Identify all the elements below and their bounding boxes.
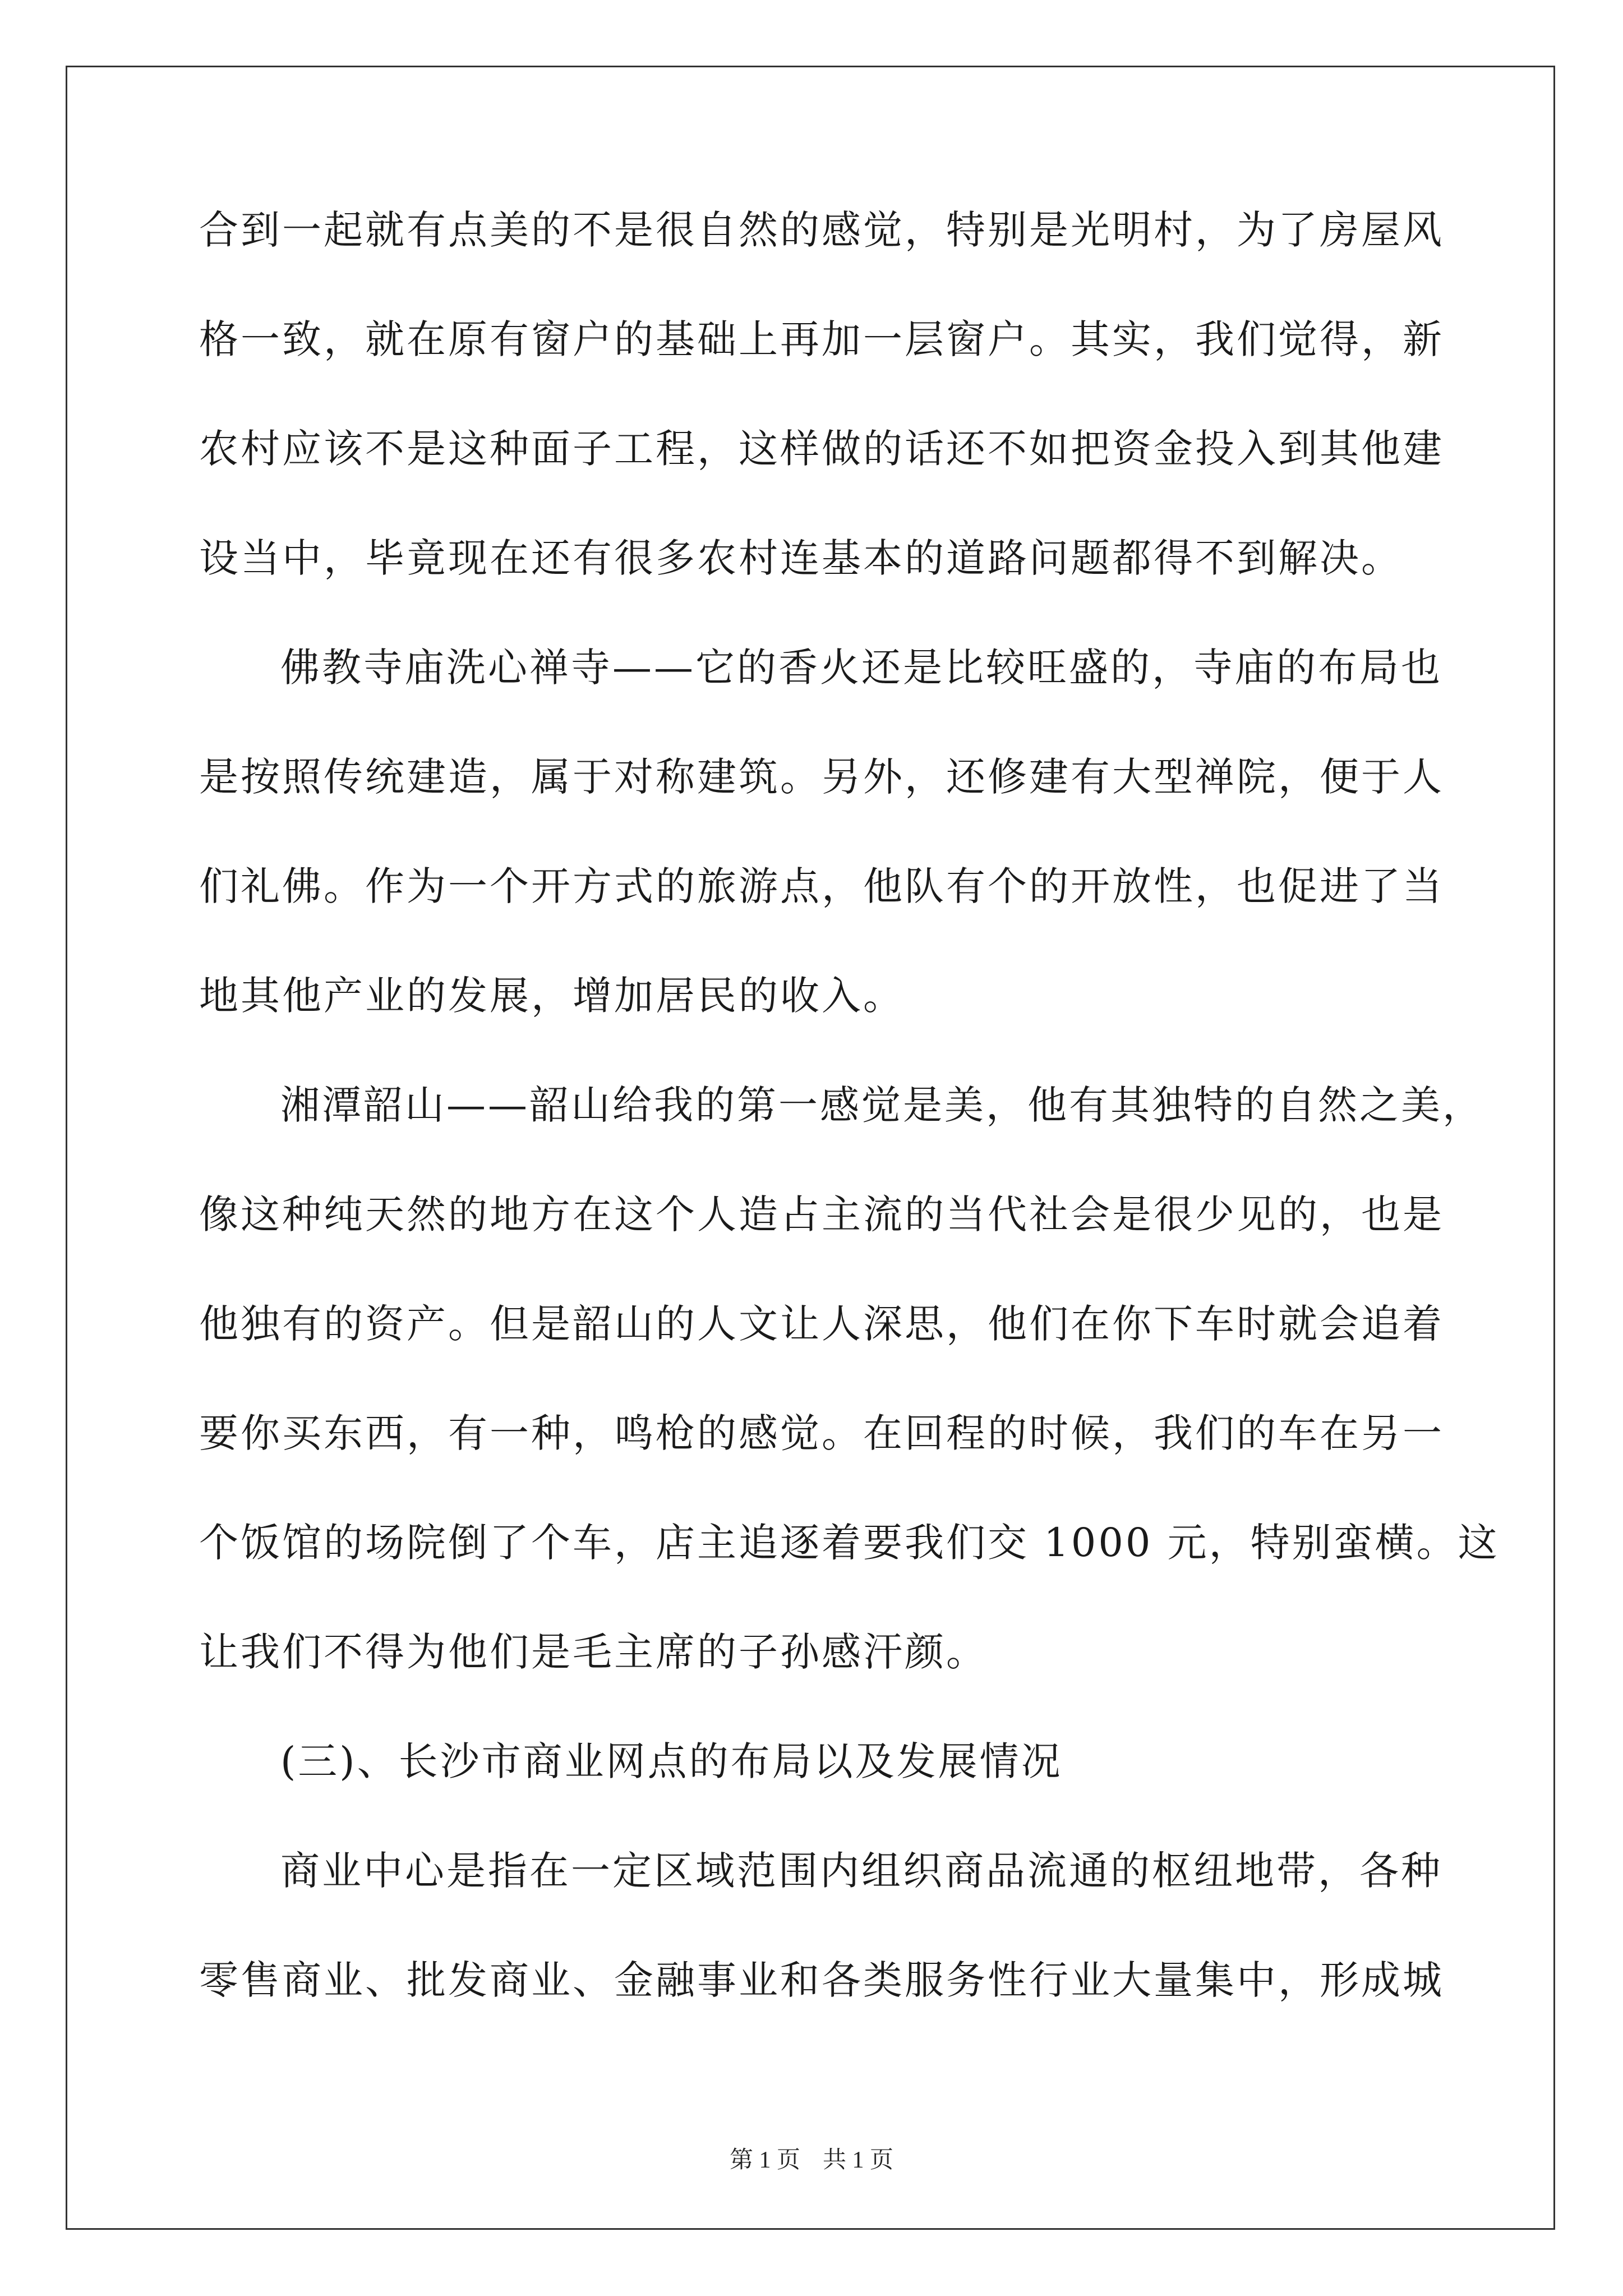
- page-number-total: 共 1 页: [823, 2147, 894, 2173]
- text-line: 要你买东西，有一种，鸣枪的感觉。在回程的时候，我们的车在另一: [199, 1410, 1444, 1456]
- page-footer: [0, 2147, 1623, 2174]
- page-number-current: 第 1 页: [729, 2147, 800, 2173]
- text-line: 格一致，就在原有窗户的基础上再加一层窗户。其实，我们觉得，新: [199, 316, 1444, 362]
- text-line: 农村应该不是这种面子工程，这样做的话还不如把资金投入到其他建: [199, 426, 1444, 472]
- section-heading: (三)、长沙市商业网点的布局以及发展情况: [280, 1738, 1063, 1784]
- text-line: 地其他产业的发展，增加居民的收入。: [199, 973, 905, 1019]
- text-line: 个饭馆的场院倒了个车，店主追逐着要我们交 1000 元，特别蛮横。这: [199, 1520, 1500, 1566]
- text-line: 佛教寺庙洗心禅寺——它的香火还是比较旺盛的，寺庙的布局也: [280, 645, 1442, 691]
- text-line: 是按照传统建造，属于对称建筑。另外，还修建有大型禅院，便于人: [199, 754, 1444, 800]
- document-body: [199, 207, 1500, 2070]
- text-line: 们礼佛。作为一个开方式的旅游点，他队有个的开放性，也促进了当: [199, 863, 1444, 909]
- text-line: 像这种纯天然的地方在这个人造占主流的当代社会是很少见的，也是: [199, 1191, 1444, 1237]
- text-line: 零售商业、批发商业、金融事业和各类服务性行业大量集中，形成城: [199, 1957, 1444, 2003]
- text-line: 他独有的资产。但是韶山的人文让人深思，他们在你下车时就会追着: [199, 1301, 1444, 1347]
- text-line: 合到一起就有点美的不是很自然的感觉，特别是光明村，为了房屋风: [199, 207, 1444, 253]
- text-line: 湘潭韶山——韶山给我的第一感觉是美，他有其独特的自然之美，: [280, 1082, 1484, 1128]
- text-line: 设当中，毕竟现在还有很多农村连基本的道路问题都得不到解决。: [199, 535, 1403, 581]
- text-line: 让我们不得为他们是毛主席的子孙感汗颜。: [199, 1629, 988, 1675]
- text-line: 商业中心是指在一定区域范围内组织商品流通的枢纽地带，各种: [280, 1848, 1442, 1894]
